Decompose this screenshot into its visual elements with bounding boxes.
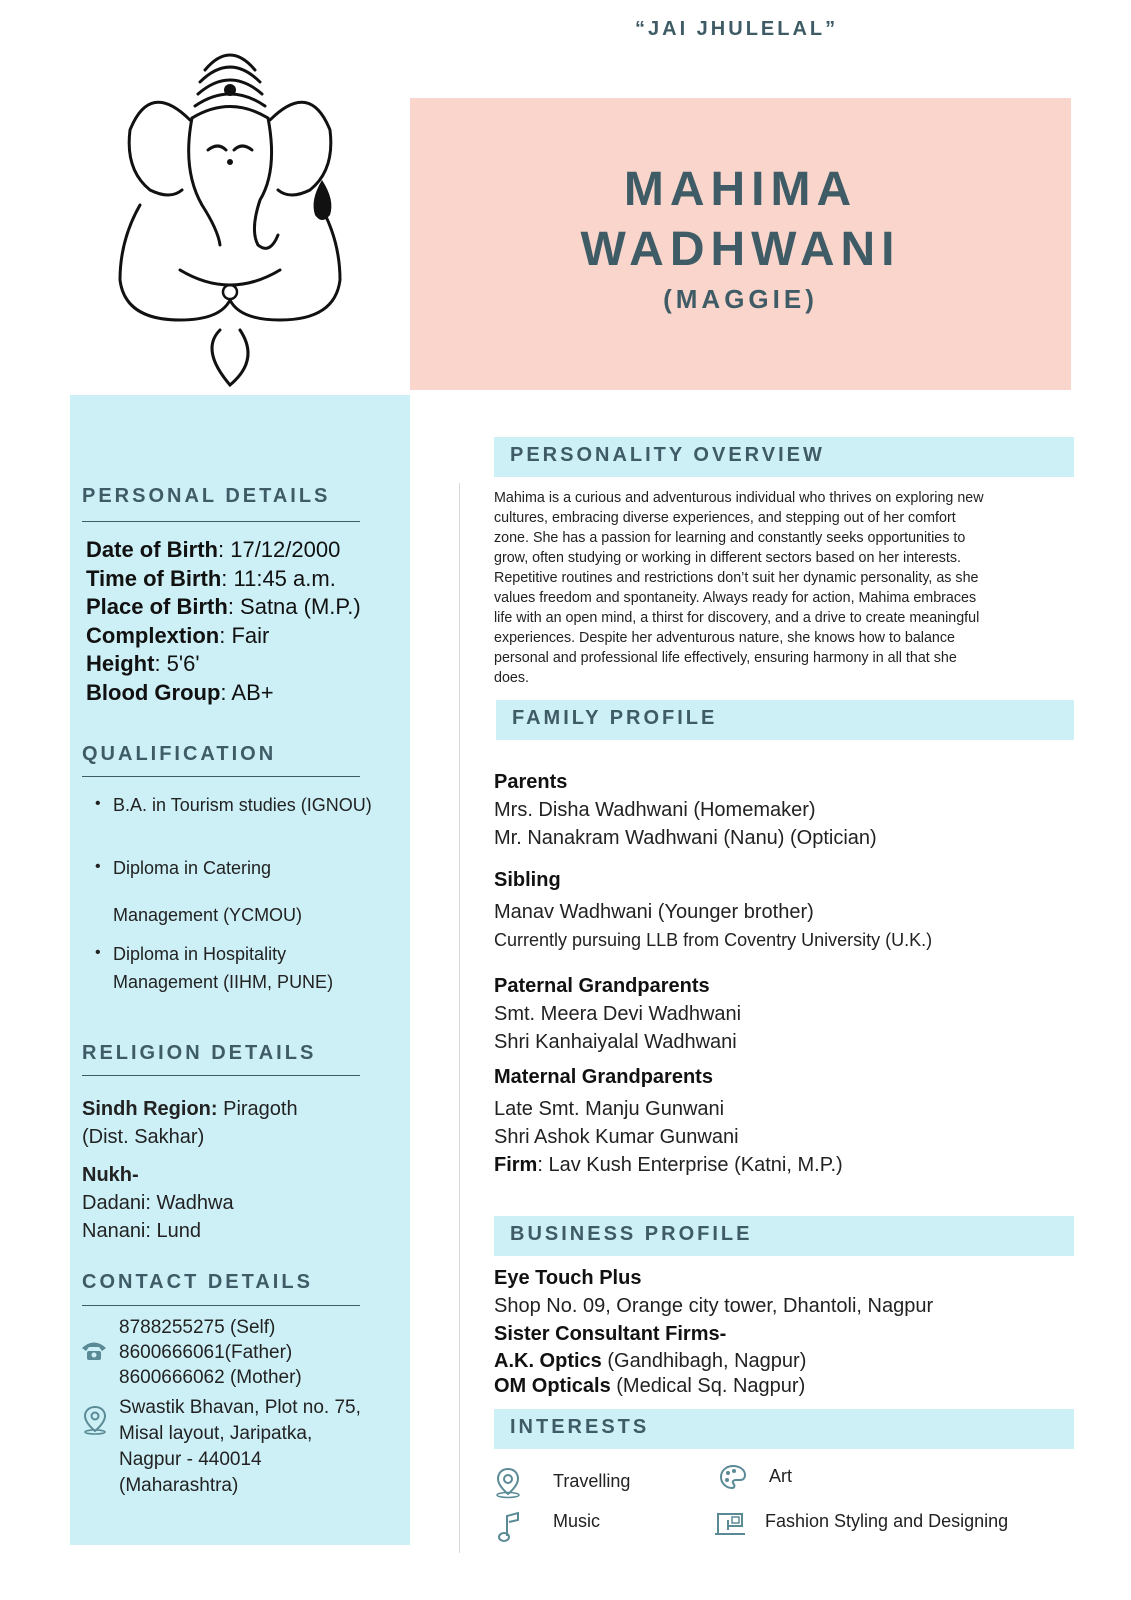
personal-item: Height: 5'6' xyxy=(86,651,200,676)
music-note-icon xyxy=(498,1510,522,1544)
qualification-item-cont: Management (YCMOU) xyxy=(113,905,303,925)
qualification-item: • B.A. in Tourism studies (IGNOU) xyxy=(95,795,372,815)
palette-icon xyxy=(718,1463,748,1491)
name-banner xyxy=(410,98,1071,390)
parents-section: Parents Mrs. Disha Wadhwani (Homemaker) Mr. Nanakram Wadhwani (Nanu) (Optician) xyxy=(494,771,877,849)
personal-details-list xyxy=(86,536,361,707)
phone-number: 8788255275 (Self) xyxy=(119,1317,276,1338)
sidebar xyxy=(70,395,410,1545)
business-section: Eye Touch Plus Shop No. 09, Orange city tower, Dhantoli, Nagpur Sister Consultant Firms- A.K. Optics (Gandhibagh, Nagpur) OM Opticals (Medical Sq. Nagpur) xyxy=(494,1267,934,1397)
ganesha-illustration xyxy=(110,30,350,400)
interest-fashion: Fashion Styling and Designing xyxy=(765,1511,1009,1531)
interest-music: Music xyxy=(553,1511,601,1531)
personal-item: Time of Birth: 11:45 a.m. xyxy=(86,565,336,591)
interests-header: INTERESTS xyxy=(494,1409,1074,1449)
vertical-divider xyxy=(459,483,460,1553)
phone-number: 8600666061(Father) xyxy=(119,1342,293,1363)
personality-header: PERSONALITY OVERVIEW xyxy=(494,437,1074,477)
motto: “JAI JHULELAL” xyxy=(635,18,839,40)
religion-heading: RELIGION DETAILS xyxy=(82,1042,317,1064)
qualification-item: • Diploma in Catering xyxy=(95,858,272,878)
divider xyxy=(82,521,360,522)
phone-list xyxy=(119,1315,302,1390)
interest-art: Art xyxy=(769,1466,793,1486)
location-icon xyxy=(82,1405,108,1435)
personal-item: Blood Group: AB+ xyxy=(86,679,274,705)
nickname: (MAGGIE) xyxy=(663,284,818,314)
personality-paragraph: Mahima is a curious and adventurous individual who thrives on exploring new cultures, embracing diverse experiences, and stepping out of her comfort zone. She has a passion for learning and constantly seeks opportunities to grow, often studying or working in different sectors based on her interests. Repetitive routines and restrictions don’t suit her dynamic personality, as she values freedom and spontaneity. Always ready for action, Mahima embraces life with an open mind, a thirst for discovery, and a drive to create meaningful experiences. Despite her adventurous nature, she knows how to balance personal and professional life effectively, ensuring harmony in all that she does. xyxy=(494,490,984,686)
qualification-item-cont: Management (IIHM, PUNE) xyxy=(113,972,334,992)
divider xyxy=(82,1305,360,1306)
personal-item: Date of Birth: 17/12/2000 xyxy=(86,537,341,562)
personal-details-heading: PERSONAL DETAILS xyxy=(82,485,331,507)
sibling-section: Sibling Manav Wadhwani (Younger brother) Currently pursuing LLB from Coventry University (U.K.) xyxy=(494,869,933,950)
divider xyxy=(82,776,360,777)
interest-travelling: Travelling xyxy=(553,1471,631,1491)
personal-item: Complextion: Fair xyxy=(86,622,270,648)
qualification-heading: QUALIFICATION xyxy=(82,743,277,765)
divider xyxy=(82,1075,360,1076)
religion-details: Sindh Region: Piragoth (Dist. Sakhar) Nukh- Dadani: Wadhwa Nanani: Lund xyxy=(82,1098,298,1242)
business-header: BUSINESS PROFILE xyxy=(494,1216,1074,1256)
address: Swastik Bhavan, Plot no. 75, Misal layout, Jaripatka, Nagpur - 440014 (Maharashtra) xyxy=(119,1397,361,1496)
sewing-machine-icon xyxy=(712,1508,748,1538)
location-pin-icon xyxy=(494,1467,522,1499)
phone-icon xyxy=(80,1339,108,1361)
maternal-section: Maternal Grandparents Late Smt. Manju Gunwani Shri Ashok Kumar Gunwani Firm: Lav Kush Enterprise (Katni, M.P.) xyxy=(494,1066,843,1176)
first-name: MAHIMA xyxy=(623,163,858,216)
paternal-section: Paternal Grandparents Smt. Meera Devi Wadhwani Shri Kanhaiyalal Wadhwani xyxy=(494,975,742,1053)
family-header: FAMILY PROFILE xyxy=(496,700,1074,740)
last-name: WADHWANI xyxy=(580,223,901,276)
phone-number: 8600666062 (Mother) xyxy=(119,1367,302,1388)
personal-item: Place of Birth: Satna (M.P.) xyxy=(86,594,361,619)
contact-heading: CONTACT DETAILS xyxy=(82,1271,313,1293)
qualification-item: • Diploma in Hospitality xyxy=(95,944,287,964)
